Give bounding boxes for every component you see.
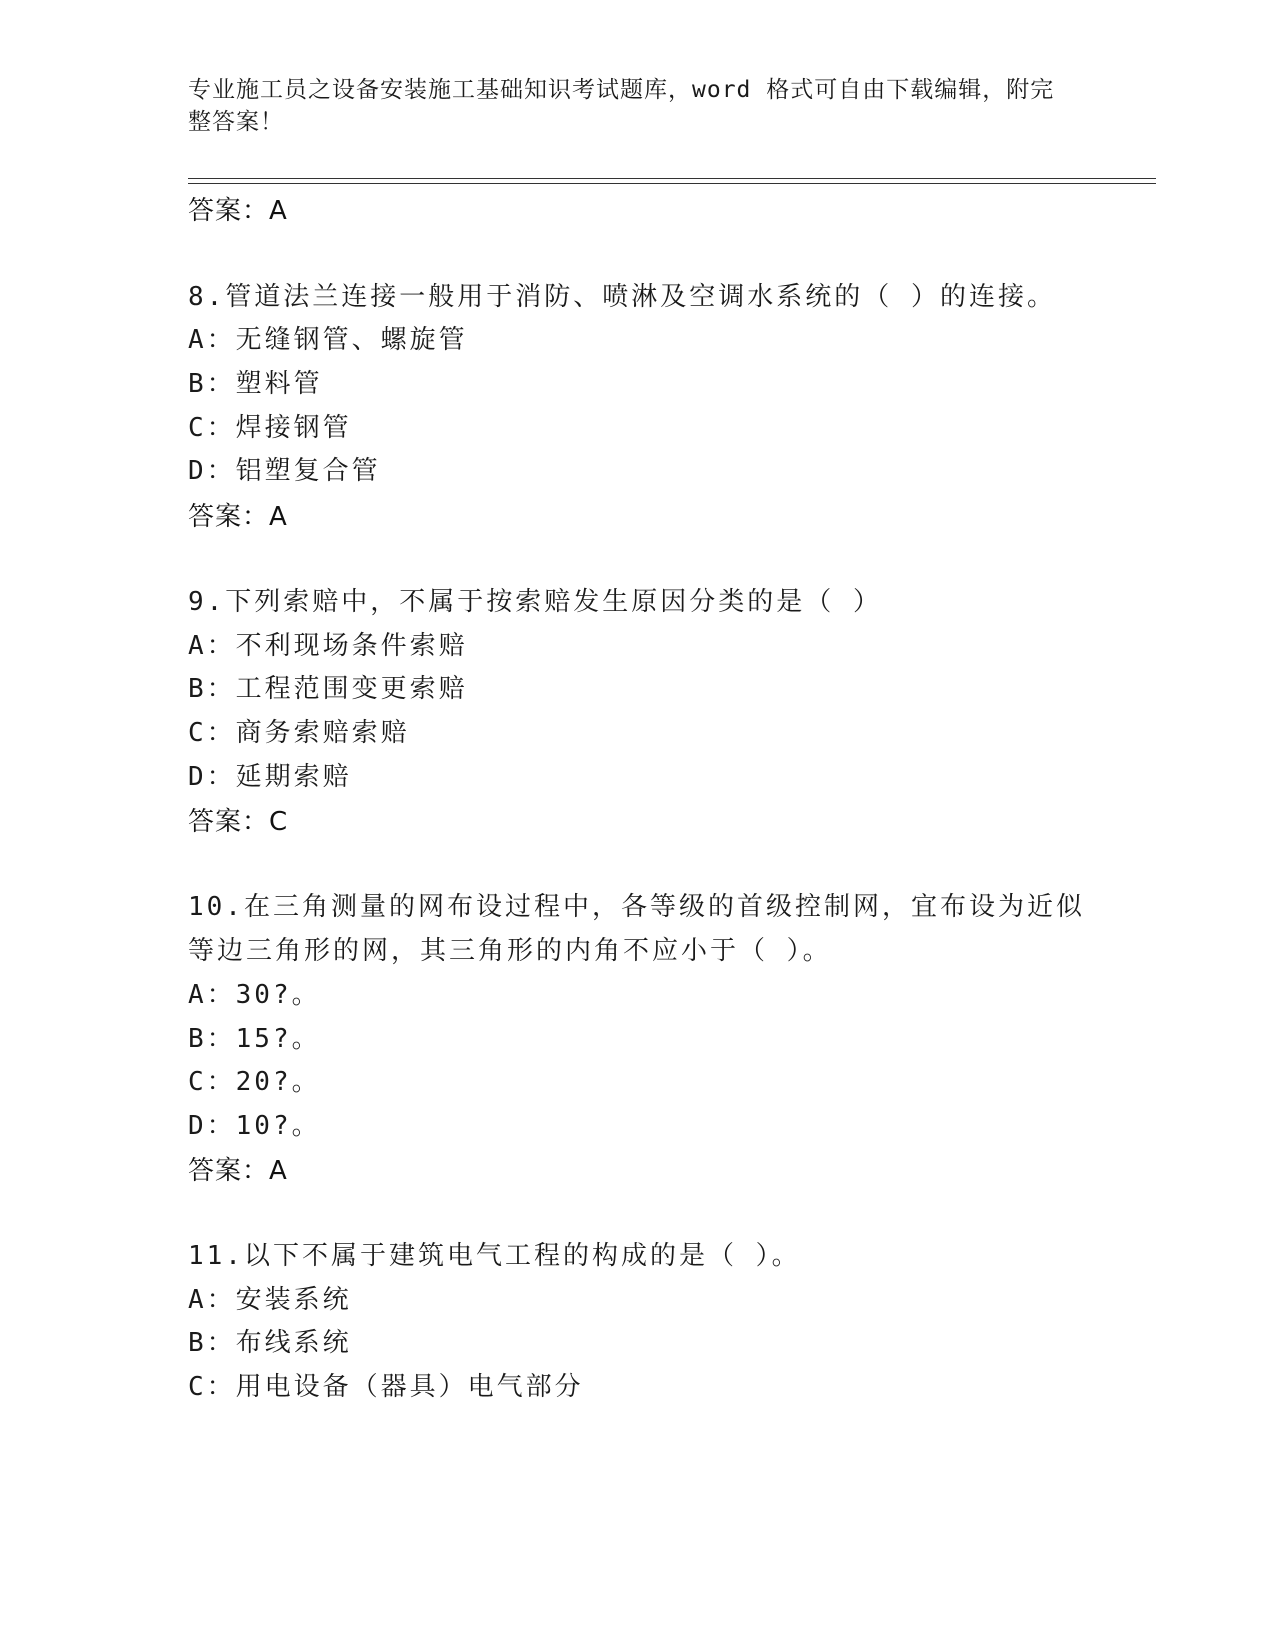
question-8-option-b: B：塑料管 [188, 369, 323, 399]
header-divider-bottom [188, 183, 1156, 184]
question-11-option-a: A：安装系统 [188, 1285, 352, 1315]
header-intro-line-2: 整答案！ [188, 109, 284, 135]
question-9-option-c: C：商务索赔索赔 [188, 718, 410, 748]
question-11-stem: 11.以下不属于建筑电气工程的构成的是（ ）。 [188, 1241, 801, 1271]
document-header [188, 74, 1068, 138]
question-10-stem-line-2: 等边三角形的网，其三角形的内角不应小于（ ）。 [188, 936, 832, 966]
question-9-option-d: D：延期索赔 [188, 762, 352, 792]
answer-q8: 答案：A [188, 502, 288, 532]
header-divider-top [188, 178, 1156, 179]
question-10-stem-line-1: 10.在三角测量的网布设过程中，各等级的首级控制网，宜布设为近似 [188, 892, 1085, 922]
question-9-option-a: A：不利现场条件索赔 [188, 631, 468, 661]
question-8-stem: 8.管道法兰连接一般用于消防、喷淋及空调水系统的（ ）的连接。 [188, 282, 1056, 312]
question-11-option-c: C：用电设备（器具）电气部分 [188, 1372, 584, 1402]
header-intro-line-1: 专业施工员之设备安装施工基础知识考试题库，word 格式可自由下载编辑，附完 [188, 77, 1055, 103]
question-8-option-a: A：无缝钢管、螺旋管 [188, 325, 468, 355]
question-8-option-d: D：铝塑复合管 [188, 456, 381, 486]
question-8-option-c: C：焊接钢管 [188, 413, 352, 443]
question-10-option-b: B：15?。 [188, 1024, 321, 1054]
question-11-option-b: B：布线系统 [188, 1328, 352, 1358]
question-9-stem: 9.下列索赔中，不属于按索赔发生原因分类的是（ ） [188, 587, 882, 617]
question-9-option-b: B：工程范围变更索赔 [188, 674, 468, 704]
answer-q9: 答案：C [188, 807, 289, 837]
answer-q7: 答案：A [188, 196, 288, 226]
question-10-option-c: C：20?。 [188, 1067, 321, 1097]
question-10-option-a: A：30?。 [188, 980, 321, 1010]
answer-q10: 答案：A [188, 1156, 288, 1186]
question-10-option-d: D：10?。 [188, 1111, 321, 1141]
